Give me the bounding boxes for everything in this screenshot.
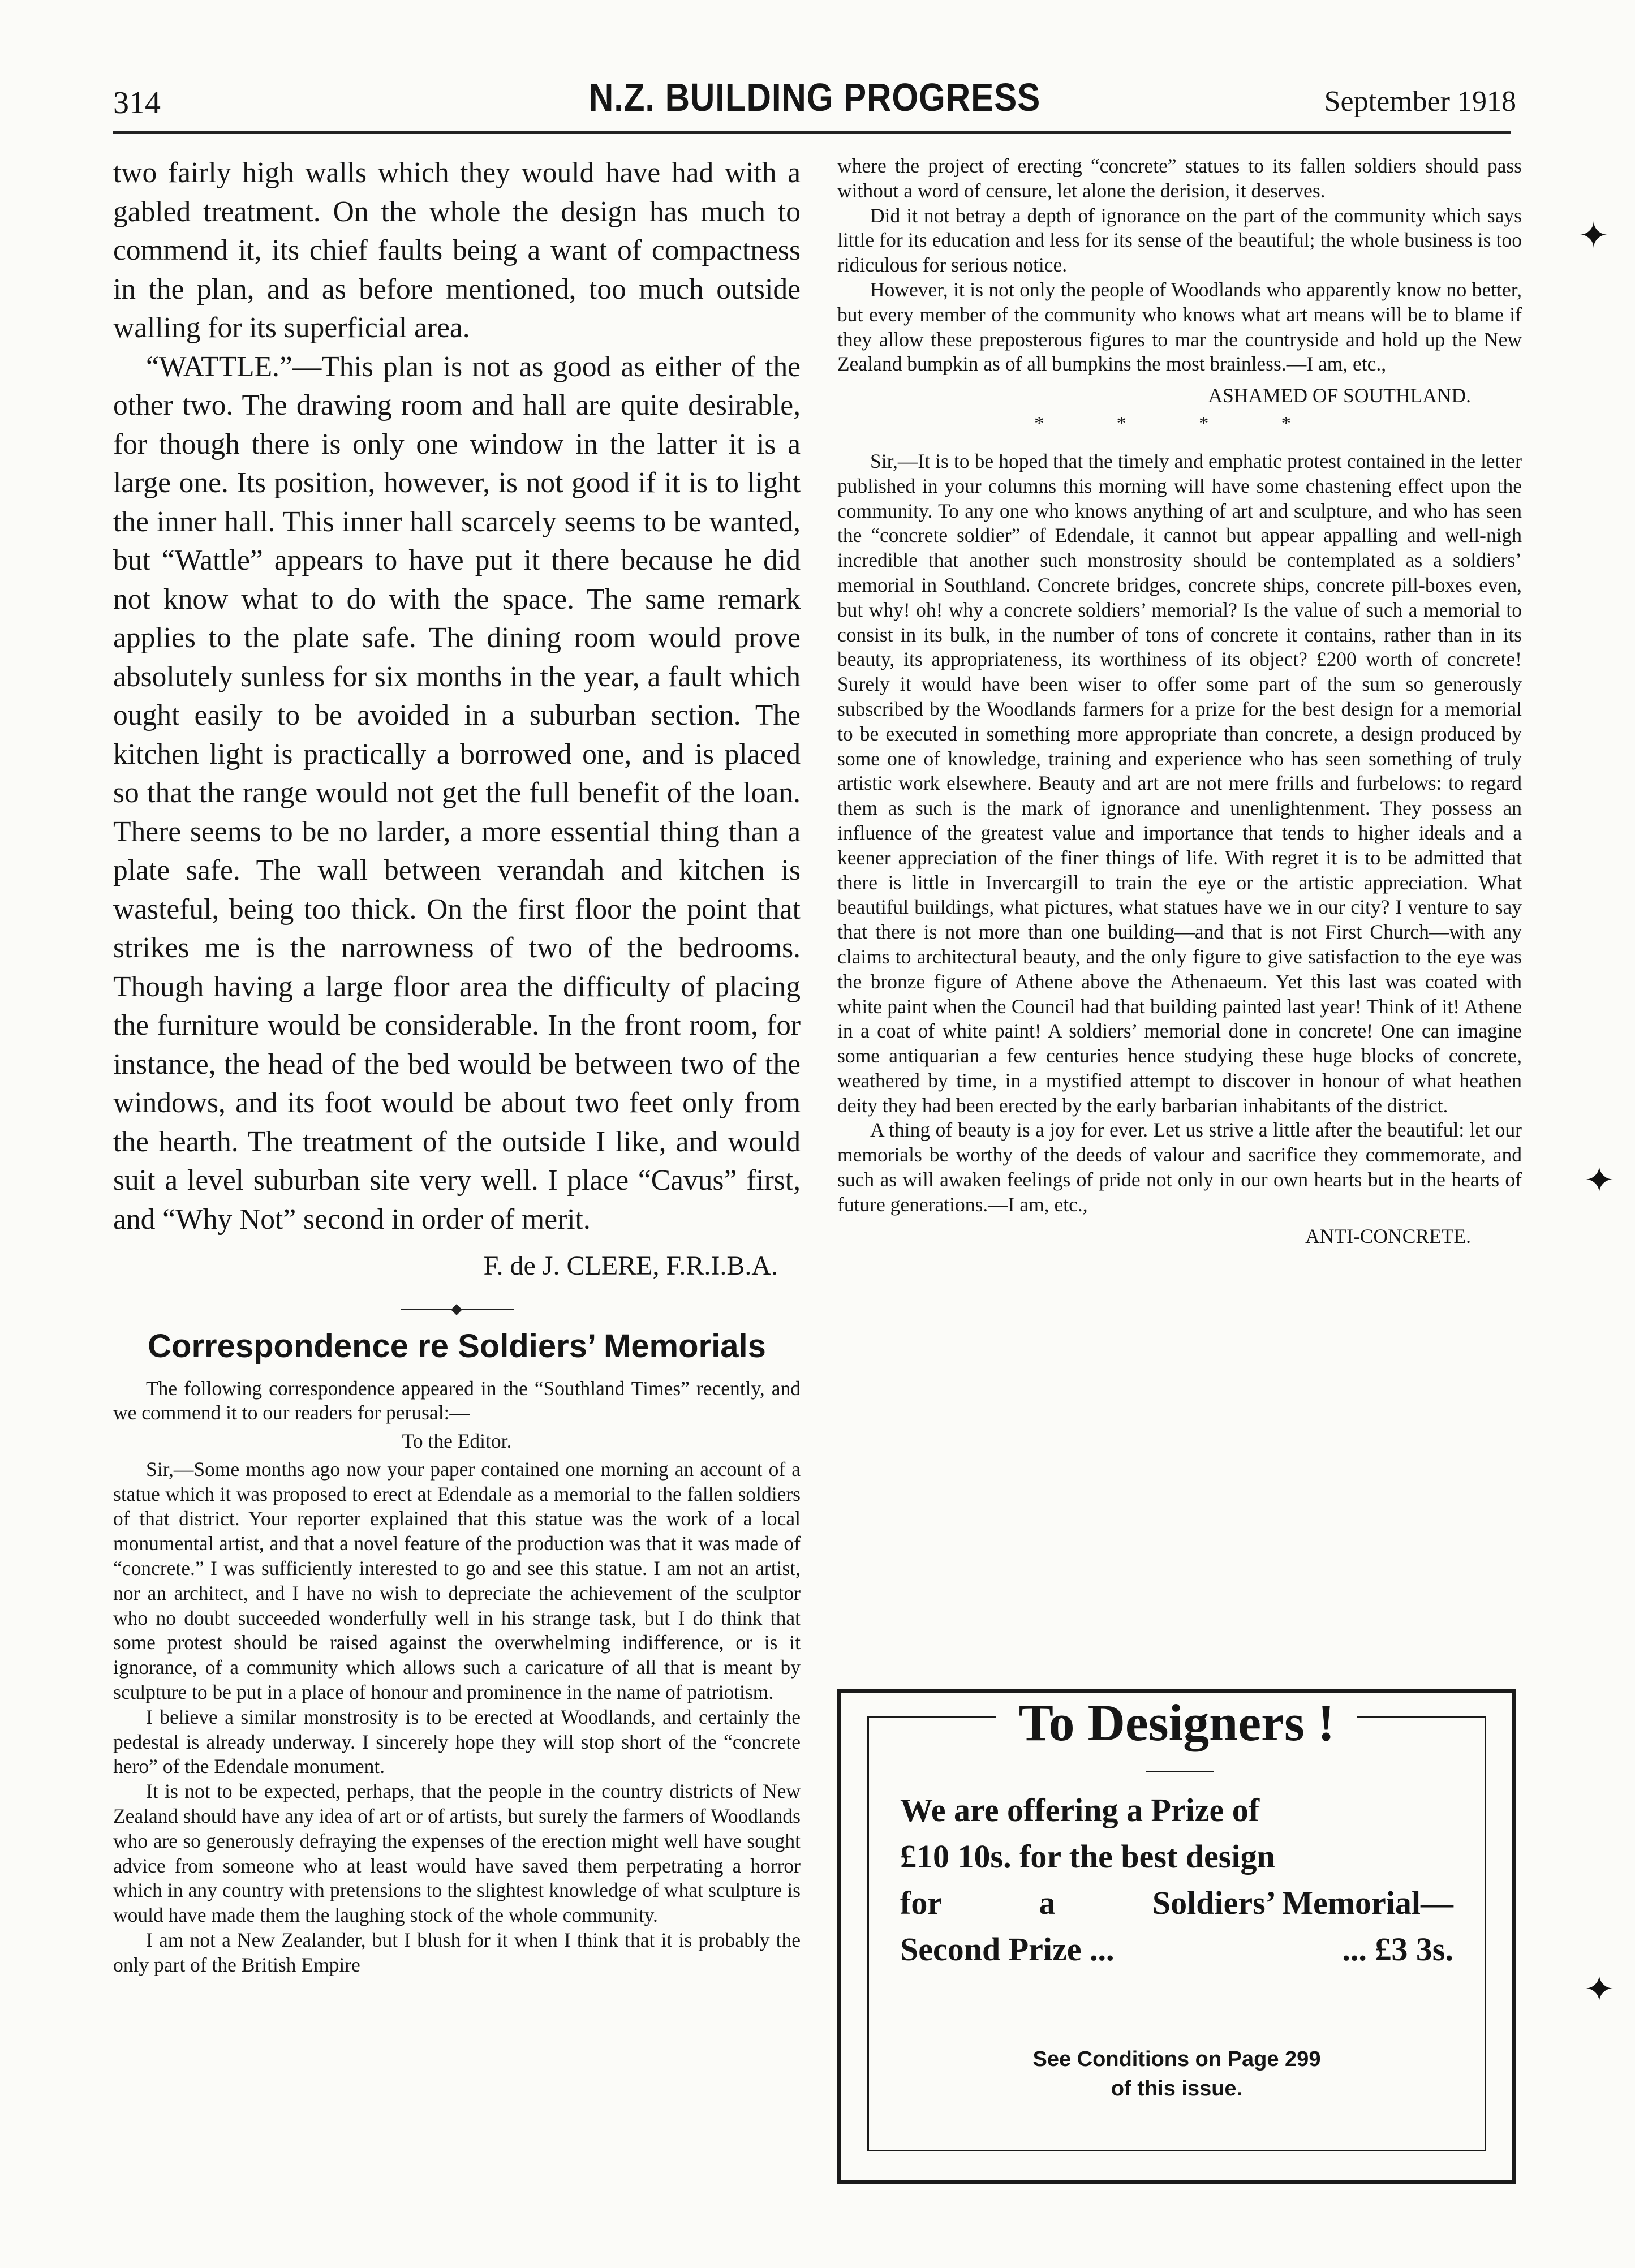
article-continuation	[113, 154, 801, 1286]
advert-line	[900, 1926, 1453, 1973]
letter-paragraph: However, it is not only the people of Woodlands who apparently know no better, but every member of the community who knows what art means will be to blame if they allow these preposterous figures to mar the countryside and hold up the New Zealand bumpkin as of all bumpkins the most brainless.—I am, etc.,	[837, 278, 1522, 376]
margin-ink-blot: ✦	[1584, 1160, 1615, 1200]
advert-sub-rule	[1146, 1771, 1214, 1772]
letter-paragraph: Sir,—Some months ago now your paper contained one morning an account of a statue which it was proposed to erect at Edendale as a memorial to the fallen soldiers of that district. Your reporter explained that this statue was the work of a local monumental artist, and that a novel feature of the production was that it was made of “concrete.” I was sufficiently interested to go and see this statue. I am not an artist, nor an architect, and I have no wish to depreciate the achievement of the sculptor who no doubt succeeded wonderfully well in his strange task, but I do think that some protest should be raised against the overwhelming indifference, or is it ignorance, of a community which allows such a caricature of all that is meant by sculpture to be put in a place of honour and prominence in the name of patriotism.	[113, 1457, 801, 1704]
margin-ink-blot: ✦	[1584, 1969, 1615, 2009]
article-paragraph: “WATTLE.”—This plan is not as good as either of the other two. The drawing room and hall are quite desirable, for though there is only one window in the latter it is a large one. Its position, however, is not good if it is to light the inner hall. This inner hall scarcely seems to be wanted, but “Wattle” appears to have put it there because he did not know what to do with the space. The same remark applies to the plate safe. The dining room would prove absolutely sunless for six months in the year, a fault which ought easily to be avoided in a suburban section. The kitchen light is practically a borrowed one, and is placed so that the range would not get the full benefit of the loan. There seems to be no larder, a more essential thing than a plate safe. The wall between verandah and kitchen is wasteful, being too thick. On the first floor the point that strikes me is the narrowness of two of the bedrooms. Though having a large floor area the difficulty of placing the furniture would be considerable. In the front room, for instance, the head of the bed would be between two of the windows, and its foot would be about two feet only from the hearth. The treatment of the outside I like, and would suit a level suburban site very well. I place “Cavus” first, and “Why Not” second in order of merit.	[113, 350, 801, 1236]
article-signature: F. de J. CLERE, F.R.I.B.A.	[483, 1251, 778, 1281]
letter-signature: ASHAMED OF SOUTHLAND.	[1208, 384, 1471, 407]
letter-paragraph: I believe a similar monstrosity is to be erected at Woodlands, and certainly the pedestal is already underway. I sincerely hope they will stop short of the “concrete hero” of the Edendale monument.	[113, 1705, 801, 1778]
article-paragraph: two fairly high walls which they would have had with a gabled treatment. On the whole the design has much to commend it, its chief faults being a want of compactness in the plan, and as before mentioned, too much outside walling for its superficial area.	[113, 157, 801, 344]
advert-inner-frame	[867, 1694, 1486, 2151]
correspondence-heading: Correspondence re Soldiers’ Memorials	[148, 1327, 766, 1365]
advert-note-line: See Conditions on Page 299	[1032, 2047, 1321, 2071]
page-header	[113, 75, 1516, 137]
advert-word: for	[900, 1884, 943, 1921]
salutation: To the Editor.	[402, 1430, 512, 1453]
separator-stars: * * * *	[1034, 412, 1325, 434]
correspondence-intro: The following correspondence appeared in the “Southland Times” recently, and we commend it to our readers for perusal:—	[113, 1376, 801, 1425]
advert-line: £10 10s. for the best design	[900, 1838, 1275, 1875]
advert-title	[869, 1693, 1485, 1753]
correspondence-body	[113, 1376, 801, 1978]
letter-paragraph: Sir,—It is to be hoped that the timely and emphatic protest contained in the letter published in your columns this morning will have some chastening effect upon the community. To any one who knows anything of art and sculpture, and who has seen the “concrete soldier” of Edendale, it cannot but appear appalling and well-nigh incredible that another such monstrosity should be contemplated as a soldiers’ memorial in Southland. Concrete bridges, concrete ships, concrete pill-boxes even, but why! oh! why a concrete soldiers’ memorial? Is the value of such a memorial to consist in its bulk, in the number of tons of concrete it contains, rather than in its beauty, its appropriateness, its worthiness of its object? £200 worth of concrete! Surely it would have been wiser to offer some part of the sum so generously subscribed by the Woodlands farmers for a prize for the best design for a memorial to be executed in something more appropriate than concrete, a design produced by some one of knowledge, training and experience who has seen something of truly artistic work elsewhere. Beauty and art are not mere frills and furbelows: to regard them as such is the mark of ignorance and unenlightenment. They possess an influence of the greatest value and importance that tends to higher ideals and a keener appreciation of the finer things of life. With regret it is to be admitted that there is little in Invercargill to train the eye or the artistic appreciation. What beautiful buildings, what pictures, what statues have we in our city? I venture to say that there is not more than one building—and that is not First Church—with any claims to architectural beauty, and the only figure to give satisfaction to the eye was the bronze figure of Athene above the Athenaeum. Yet this last was coated with white paint when the Council had that building painted last year! Think of it! Athene in a coat of white paint! A soldiers’ memorial done in concrete! One can imagine some antiquarian a few centuries hence studying these huge blocks of concrete, weathered by time, in a mystified attempt to discover in honour of what heathen deity they had been erected by the early barbarian inhabitants of the district.	[837, 449, 1522, 1117]
header-rule	[113, 131, 1511, 134]
left-column	[113, 154, 801, 1978]
letter-paragraph: I am not a New Zealander, but I blush for it when I think that it is probably the only part of the British Empire	[113, 1929, 801, 1976]
second-prize-label: Second Prize ...	[900, 1931, 1115, 1968]
publication-title: N.Z. BUILDING PROGRESS	[588, 75, 1041, 119]
advert-note	[869, 2045, 1485, 2103]
letter-signature: ANTI-CONCRETE.	[1305, 1224, 1471, 1247]
advert-body	[900, 1787, 1453, 1973]
issue-date: September 1918	[1324, 85, 1516, 118]
section-divider	[401, 1309, 514, 1310]
advert-title-text: To Designers !	[996, 1694, 1358, 1751]
advert-word: a	[1039, 1884, 1056, 1921]
designers-advert	[837, 1689, 1516, 2184]
advert-word: Soldiers’ Memorial—	[1152, 1884, 1453, 1921]
margin-ink-blot: ✦	[1578, 216, 1609, 256]
right-column	[837, 154, 1522, 1253]
letter-paragraph: Did it not betray a depth of ignorance on the part of the community which says little for its education and less for its sense of the beautiful; the whole business is too ridiculous for serious notice.	[837, 204, 1522, 277]
letter-paragraph: A thing of beauty is a joy for ever. Let us strive a little after the beautiful: let our memorials be worthy of the deeds of valour and sacrifice they commemorate, and such as will awaken feelings of pride not only in our own hearts but in the hearts of future generations.—I am, etc.,	[837, 1118, 1522, 1216]
letter-paragraph: where the project of erecting “concrete” statues to its fallen soldiers should pass without a word of censure, let alone the derision, it deserves.	[837, 154, 1522, 202]
page-number: 314	[113, 85, 161, 120]
advert-line	[900, 1880, 1453, 1926]
advert-note-line: of this issue.	[1111, 2077, 1243, 2101]
advert-line: We are offering a Prize of	[900, 1792, 1260, 1828]
second-prize-amount: ... £3 3s.	[1342, 1931, 1453, 1968]
letter-paragraph: It is not to be expected, perhaps, that the people in the country districts of New Zealand should have any idea of art or of artists, but surely the farmers of Woodlands who are so generously defraying the expenses of the erection might well have sought advice from someone who at least would have saved them perpetrating a horror which in any country with pretensions to the slightest knowledge of what sculpture is would have made them the laughing stock of the whole community.	[113, 1780, 801, 1927]
